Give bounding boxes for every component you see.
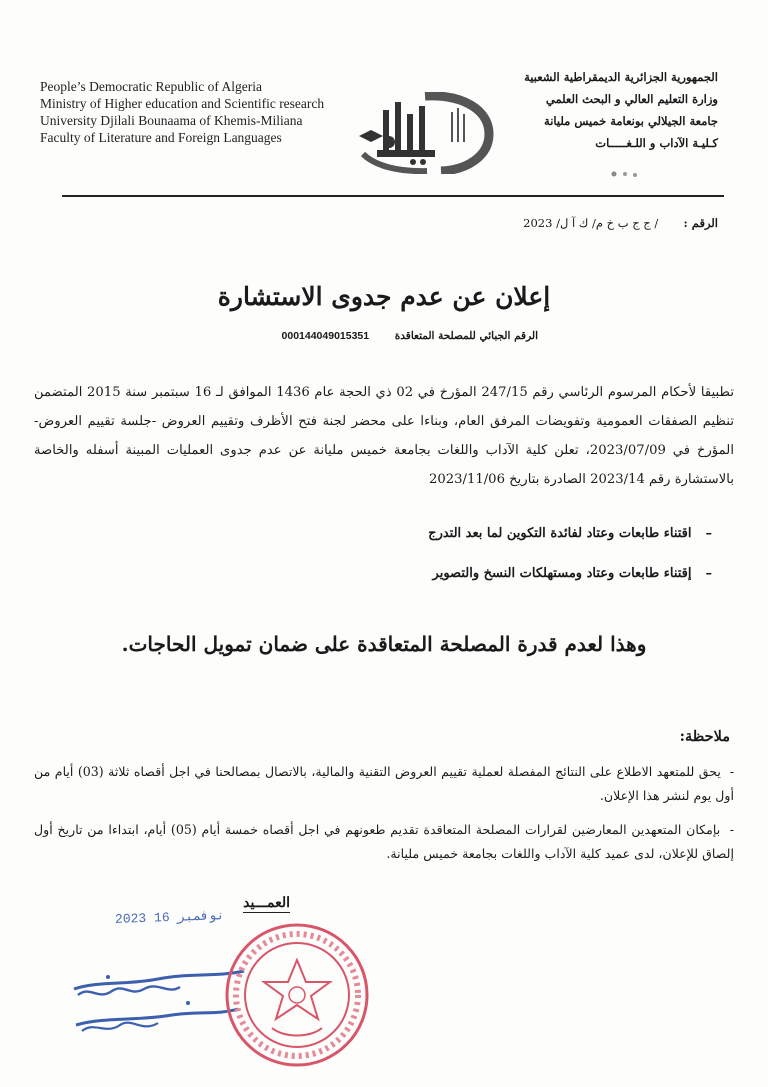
dean-label: العمـــيد <box>243 895 290 911</box>
header-en-line-2: Ministry of Higher education and Scientific research <box>40 96 325 111</box>
operations-list <box>428 514 712 594</box>
date-stamp: 2023 نوفمبر 16 <box>114 908 225 927</box>
header-english <box>40 78 360 146</box>
scan-artifact <box>610 170 640 178</box>
header-ar-line-1: الجمهورية الجزائرية الديمقراطية الشعبية <box>524 70 718 84</box>
reference-label: الرقم : <box>683 216 718 230</box>
header-en-line-4: Faculty of Literature and Foreign Languages <box>40 130 282 145</box>
list-item: - بإمكان المتعهدين المعارضين لقرارات المصلحة المتعاقدة تقديم طعونهم في اجل أقصاه خمسة أيام (05) أيام، ابتداءا من تاريخ أول إلصاق للإعلان، لدى عميد كلية الآداب واللغات بجامعة خميس مليانة. <box>34 822 734 861</box>
header-en-line-3: University Djilali Bounaama of Khemis-Miliana <box>40 113 303 128</box>
university-logo <box>355 92 495 174</box>
header-en-line-1: People’s Democratic Republic of Algeria <box>40 79 262 94</box>
header-ar-line-3: جامعة الجيلالي بونعامة خميس مليانة <box>544 114 718 128</box>
body-paragraph: تطبيقا لأحكام المرسوم الرئاسي رقم 247/15 المؤرخ في 02 ذي الحجة عام 1436 الموافق لـ 16 سبتمبر سنة 2015 المتضمن تنظيم الصفقات العمومية وتفويضات المرفق العام، وبناءا على محضر لجنة فتح الأظرف وتقييم العروض -جلسة تقييم العروض- المؤرخ في 2023/07/09، تعلن كلية الآداب واللغات بجامعة خميس مليانة عن عدم جدوى العمليات المبينة أسفله والخاصة بالاستشارة رقم 2023/14 الصادرة بتاريخ 2023/11/06 <box>34 385 735 487</box>
fiscal-line <box>282 330 538 342</box>
notes-list <box>34 760 734 876</box>
fiscal-label: الرقم الجبائي للمصلحة المتعاقدة <box>394 330 538 342</box>
header-divider <box>62 195 724 197</box>
notes-heading: ملاحظة: <box>679 728 730 745</box>
reference-line <box>523 216 718 230</box>
header-ar-line-2: وزارة التعليم العالي و البحث العلمي <box>545 92 718 106</box>
dean-signature <box>68 955 248 1045</box>
announcement-title: إعلان عن عدم جدوى الاستشارة <box>217 282 551 311</box>
reference-value: / ج ج ب خ م/ ك آ ل/ 2023 <box>523 216 659 230</box>
reason-statement: وهذا لعدم قدرة المصلحة المتعاقدة على ضمان تمويل الحاجات. <box>121 632 647 656</box>
list-item: –اقتناء طابعات وعتاد لفائدة التكوين لما بعد التدرج <box>428 526 712 541</box>
official-seal <box>222 920 372 1070</box>
header-ar-line-4: كـليـة الآداب و اللـغـــــات <box>595 136 718 150</box>
list-item: –إقتناء طابعات وعتاد ومستهلكات النسخ والتصوير <box>432 566 712 581</box>
list-item: - يحق للمتعهد الاطلاع على النتائج المفصلة لعملية تقييم العروض التقنية والمالية، بالاتصال بمصالحنا في اجل أقصاه ثلاثة (03) أيام من أول يوم لنشر هذا الإعلان. <box>34 764 735 803</box>
fiscal-number: 000144049015351 <box>281 330 370 342</box>
header-arabic <box>458 66 718 154</box>
